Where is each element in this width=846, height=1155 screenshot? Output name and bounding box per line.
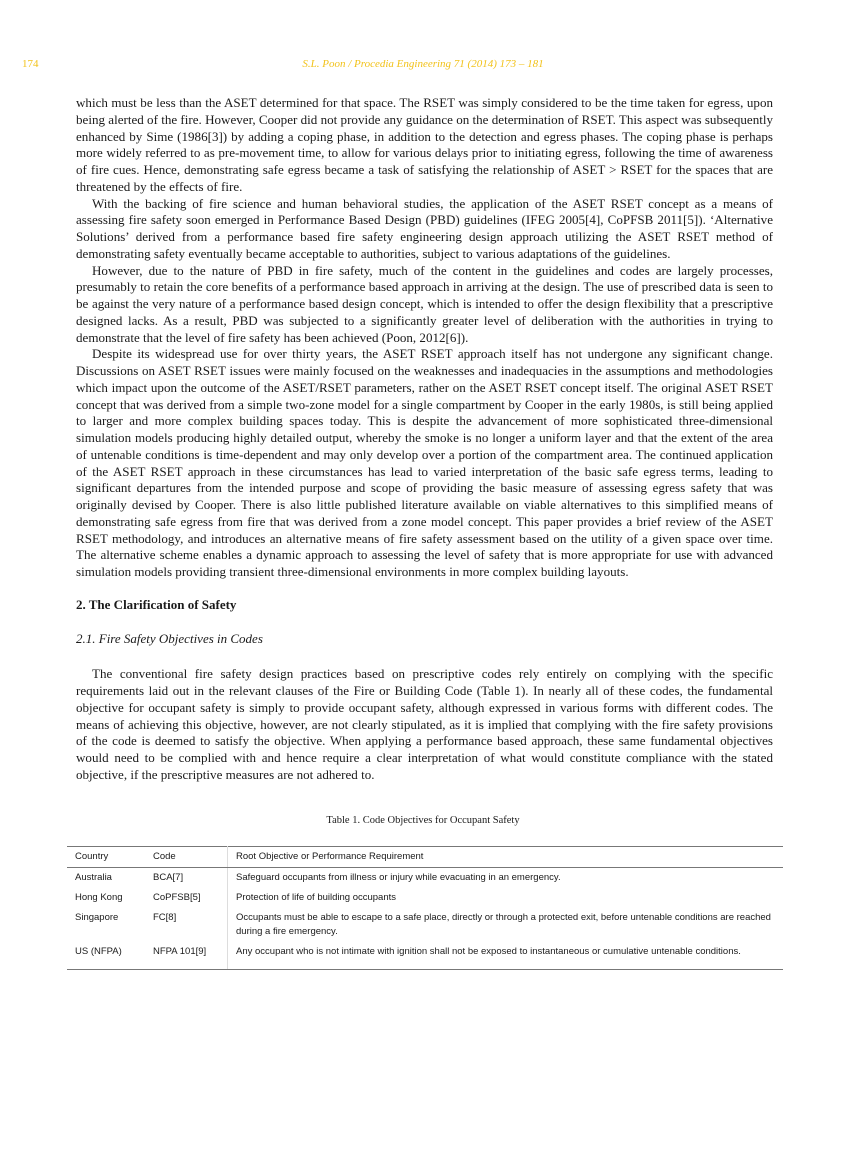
header-requirement: Root Objective or Performance Requirement [228, 847, 784, 868]
subsection-heading: 2.1. Fire Safety Objectives in Codes [76, 630, 263, 646]
cell-country: Australia [75, 872, 112, 883]
code-objectives-table [67, 846, 783, 970]
table-row [67, 908, 783, 942]
paragraph-1: which must be less than the ASET determined for that space. The RSET was simply considered to be the time taken for egress, upon being alerted of the fire. However, Cooper did not provide any guidance on the determination of RSET. This aspect was subsequently enhanced by Sime (1986[3]) by adding a coping phase, in addition to the detection and egress phases. The coping phase is perhaps more widely referred to as pre-movement time, to allow for various delays prior to initiating egress, following the time of awareness of fire cues. Hence, demonstrating safe egress became a task of satisfying the relationship of ASET > RSET for the spaces that are threatened by the effects of fire. [76, 95, 773, 194]
cell-requirement: Any occupant who is not intimate with ignition shall not be exposed to instantaneous or cumulative untenable conditions. [228, 942, 784, 970]
table-row [67, 868, 783, 889]
page-number: 174 [22, 58, 39, 70]
cell-requirement: Safeguard occupants from illness or injury while evacuating in an emergency. [236, 872, 561, 883]
table-row [67, 888, 783, 908]
header-code: Code [145, 847, 228, 868]
running-title: S.L. Poon / Procedia Engineering 71 (2014) 173 – 181 [302, 58, 544, 70]
page-header [0, 58, 846, 76]
table-caption: Table 1. Code Objectives for Occupant Safety [326, 815, 520, 826]
table-header-row [67, 847, 783, 868]
cell-country: Hong Kong [75, 892, 123, 903]
cell-code: NFPA 101[9] [145, 942, 228, 970]
cell-code: BCA[7] [145, 868, 228, 889]
cell-requirement: Protection of life of building occupants [236, 892, 397, 903]
paragraph-4: Despite its widespread use for over thirty years, the ASET RSET approach itself has not undergone any significant change. Discussions on ASET RSET issues were mainly focused on the weaknesses and inadequacies in the assumptions and methodologies which impact upon the outcome of the ASET/RSET parameters, rather on the ASET RSET concept itself. The original ASET RSET concept that was derived from a simple two-zone model for a single compartment by Cooper in the early 1980s, is still being applied to larger and more complex building spaces today. This is despite the advancement of more sophisticated three-dimensional simulation models producing highly detailed output, whereby the smoke is no longer a uniform layer and that the extent of the area of untenable conditions is time-dependent and may only develop over a portion of the compartment area. The continued application of the ASET RSET approach in these circumstances has lead to varied interpretation of the basic safe egress terms, leading to significant departures from the intended purpose and scope of providing the basic measure of assessing egress safety that was originally devised by Cooper. There is also little published literature available on viable alternatives to this simplified means of demonstrating safe egress from fire that was derived from a zone model concept. This paper provides a brief review of the ASET RSET methodology, and introduces an alternative means of fire safety assessment based on the utility of a given space over time. The alternative scheme enables a dynamic approach to assessing the level of safety that is more appropriate for use with advanced simulation models providing transient three-dimensional environments in more complex building layouts. [76, 346, 773, 579]
cell-country: US (NFPA) [67, 942, 145, 970]
cell-code: CoPFSB[5] [145, 888, 228, 908]
cell-code: FC[8] [145, 908, 228, 942]
cell-country: Singapore [75, 912, 119, 923]
paragraph-3: However, due to the nature of PBD in fire safety, much of the content in the guidelines and codes are largely processes, presumably to retain the core benefits of a performance based approach in arriving at the design. The use of prescribed data is seen to be against the very nature of a performance based design concept, which is intended to offer the design flexibility that a prescriptive designed lacks. As a result, PBD was subjected to a significantly greater level of deliberation with the authorities in trying to demonstrate that the level of fire safety has been achieved (Poon, 2012[6]). [76, 262, 773, 345]
cell-requirement: Occupants must be able to escape to a safe place, directly or through a protected exit, before untenable conditions are reached during a fire emergency. [236, 912, 771, 937]
section-heading: 2. The Clarification of Safety [76, 596, 237, 612]
header-country: Country [67, 847, 145, 868]
article-body [76, 95, 773, 784]
paragraph-5: The conventional fire safety design practices based on prescriptive codes rely entirely on complying with the specific requirements laid out in the relevant clauses of the Fire or Building Code (Table 1). In nearly all of these codes, the fundamental objective for occupant safety is simply to provide occupant safety, although expressed in various forms with different codes. The means of achieving this objective, however, are not clearly stipulated, as it is implied that complying with the fire safety provisions of the code is deemed to satisfy the objective. When applying a performance based approach, these same fundamental objectives would need to be complied with and hence require a clear interpretation of what would constitute compliance with the stated objective, if the prescriptive measures are not adhered to. [76, 666, 773, 782]
paragraph-2: With the backing of fire science and human behavioral studies, the application of the ASET RSET concept as a means of assessing fire safety soon emerged in Performance Based Design (PBD) guidelines (IFEG 2005[4], CoPFSB 2011[5]). ‘Alternative Solutions’ derived from a performance based fire safety engineering design approach utilizing the ASET RSET method of demonstrating safety eventually became acceptable to authorities, subject to various adaptations of the guidelines. [76, 195, 773, 261]
table-row [67, 942, 783, 970]
